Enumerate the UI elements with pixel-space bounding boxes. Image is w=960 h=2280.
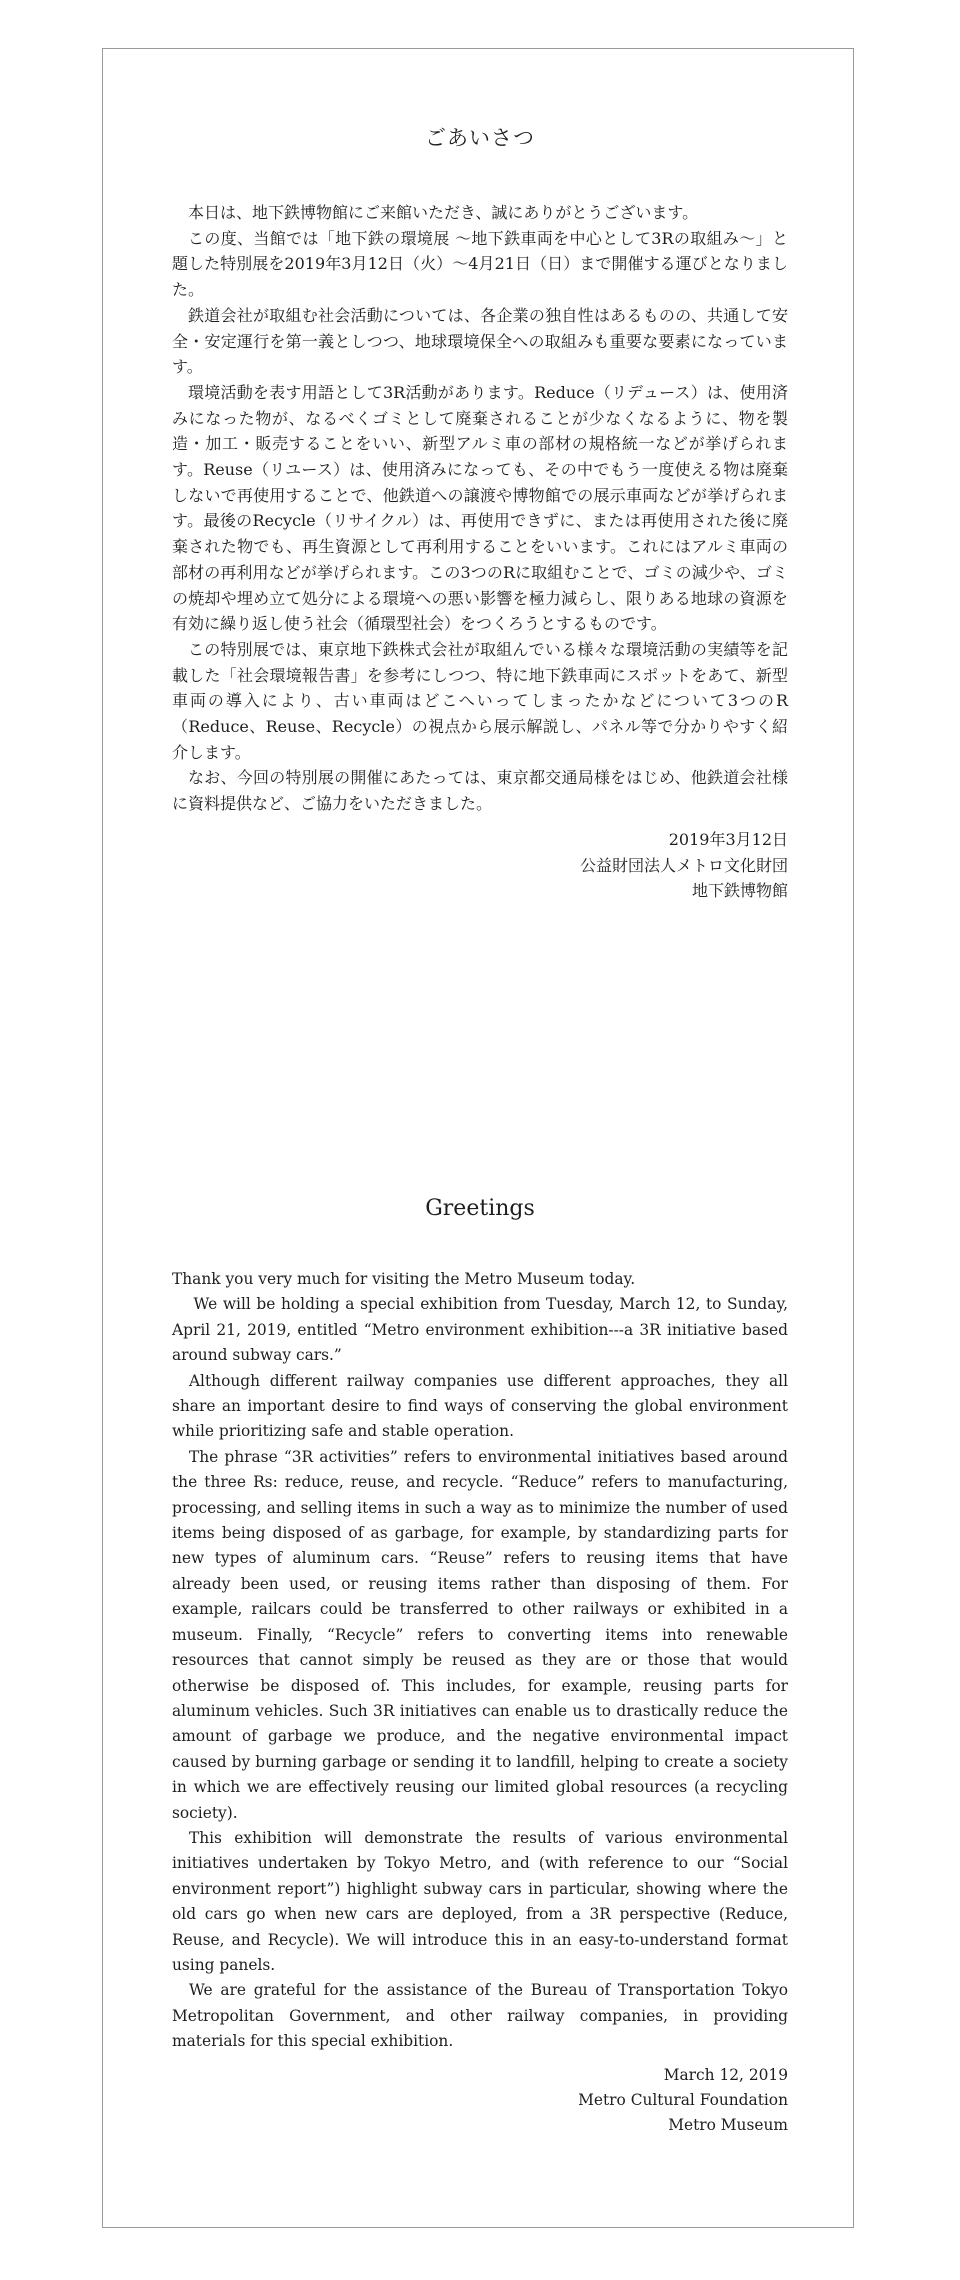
english-paragraph-5: This exhibition will demonstrate the results of various environmental initiatives undertaken by Tokyo Metro, and (with reference to our “Social environment report”) highlight subway cars in particular, showing where the old cars go when new cars are deployed, from a 3R perspective (Reduce, Reuse, and Recycle). We will introduce this in an easy-to-understand format using panels. <box>172 1828 788 1974</box>
japanese-paragraph-3: 鉄道会社が取組む社会活動については、各企業の独自性はあるものの、共通して安全・安定運行を第一義としつつ、地球環境保全への取組みも重要な要素になっています。 <box>172 305 788 377</box>
japanese-museum-name: 地下鉄博物館 <box>691 881 788 901</box>
english-date: March 12, 2019 <box>663 2065 788 2084</box>
japanese-paragraph-2: この度、当館では「地下鉄の環境展 ～地下鉄車両を中心として3Rの取組み～」と題した特別展を2019年3月12日（火）～4月21日（日）まで開催する運びとなりました。 <box>172 228 788 300</box>
english-organization: Metro Cultural Foundation <box>578 2091 788 2109</box>
japanese-paragraph-6: なお、今回の特別展の開催にあたっては、東京都交通局様をはじめ、他鉄道会社様に資料提供など、ご協力をいただきました。 <box>172 768 788 814</box>
english-paragraph-4: The phrase “3R activities” refers to environmental initiatives based around the three Rs: reduce, reuse, and recycle. “Reduce” refers to manufacturing, processing, and selling items in such a way as to minimize the number of used items being disposed of as garbage, for example, by standardizing parts for new types of aluminum cars. “Reuse” refers to reusing items that have already been used, or reusing items rather than disposing of them. For example, railcars could be transferred to other railways or exhibited in a museum. Finally, “Recycle” refers to converting items into renewable resources that cannot simply be reused as they are or those that would otherwise be disposed of. This includes, for example, reusing parts for aluminum vehicles. Such 3R initiatives can enable us to drastically reduce the amount of garbage we produce, and the negative environmental impact caused by burning garbage or sending it to landfill, helping to create a society in which we are effectively reusing our limited global resources (a recycling society). <box>172 1447 788 1822</box>
japanese-paragraph-4: 環境活動を表す用語として3R活動があります。Reduce（リデュース）は、使用済みになった物が、なるべくゴミとして廃棄されることが少なくなるように、物を製造・加工・販売することをいい、新型アルミ車の部材の規格統一などが挙げられます。Reuse（リユース）は、使用済みになっても、その中でもう一度使える物は廃棄しないで再使用することで、他鉄道への譲渡や博物館での展示車両などが挙げられます。最後のRecycle（リサイクル）は、再使用できずに、または再使用された後に廃棄された物でも、再生資源として再利用することをいいます。これにはアルミ車両の部材の再利用などが挙げられます。この3つのRに取組むことで、ゴミの減少や、ゴミの焼却や埋め立て処分による環境への悪い影響を極力減らし、限りある地球の資源を有効に繰り返し使う社会（循環型社会）をつくろうとするものです。 <box>172 382 788 634</box>
japanese-organization: 公益財団法人メトロ文化財団 <box>579 855 788 875</box>
japanese-paragraph-5: この特別展では、東京地下鉄株式会社が取組んでいる様々な環境活動の実績等を記載した「社会環境報告書」を参考にしつつ、特に地下鉄車両にスポットをあて、新型車両の導入により、古い車両はどこへいってしまったかなどについて3つのR（Reduce、Reuse、Recycle）の視点から展示解説し、パネル等で分かりやすく紹介します。 <box>172 639 788 762</box>
english-paragraph-2: We will be holding a special exhibition from Tuesday, March 12, to Sunday, April 21, 2019, entitled “Metro environment exhibition---a 3R initiative based around subway cars.” <box>172 1295 788 1365</box>
japanese-paragraph-1: 本日は、地下鉄博物館にご来館いただき、誠にありがとうございます。 <box>188 203 699 222</box>
english-signature <box>172 2063 788 2139</box>
english-paragraph-6: We are grateful for the assistance of the Bureau of Transportation Tokyo Metropolitan Government, and other railway companies, in providing materials for this special exhibition. <box>172 1981 788 2051</box>
english-museum-name: Metro Museum <box>668 2116 788 2135</box>
japanese-signature <box>172 827 788 904</box>
english-paragraph-3: Although different railway companies use different approaches, they all share an important desire to find ways of conserving the global environment while prioritizing safe and stable operation. <box>172 1371 788 1441</box>
japanese-title: ごあいさつ <box>425 126 535 150</box>
japanese-greeting-section <box>172 122 788 904</box>
japanese-date: 2019年3月12日 <box>668 829 788 849</box>
english-title: Greetings <box>425 1196 535 1221</box>
english-paragraph-1: Thank you very much for visiting the Metro Museum today. <box>172 1270 636 1288</box>
english-greeting-section <box>172 1196 788 2139</box>
